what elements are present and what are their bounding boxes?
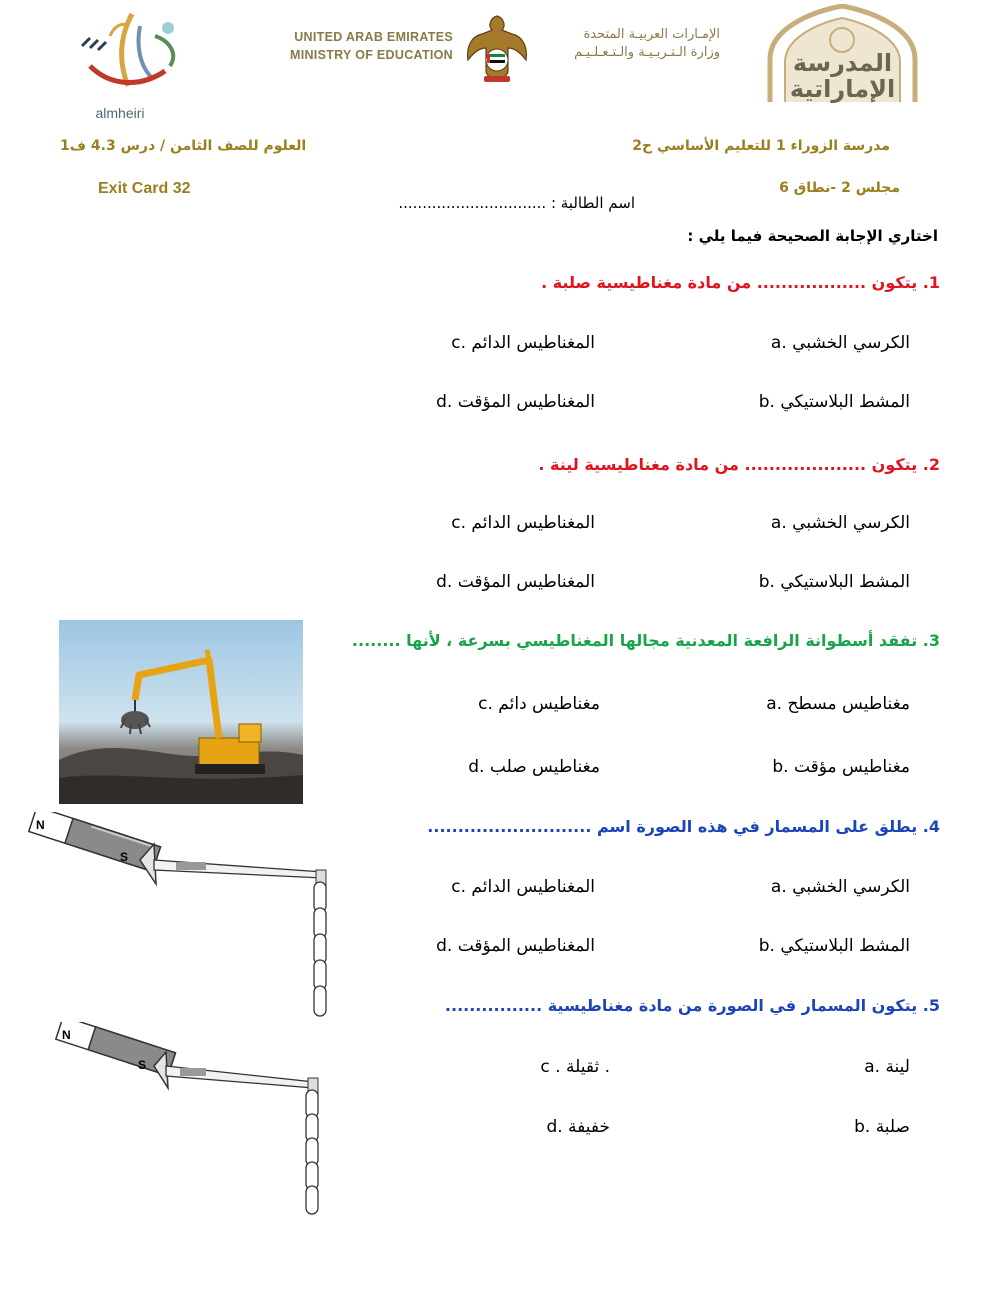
ministry-en (268, 28, 453, 64)
almheiri-logo-icon (70, 6, 190, 101)
question-number: 4. (922, 817, 940, 836)
school-logo-line2: الإماراتية (789, 75, 896, 103)
student-name-field[interactable]: اسم الطالبة : ............................... (398, 194, 635, 212)
ministry-en-line2: MINISTRY OF EDUCATION (289, 48, 453, 62)
school-logo (755, 4, 930, 108)
question-number: 2. (922, 455, 940, 474)
question-text: تفقد أسطوانة الرافعة المعدنية مجالها المغناطيسي بسرعة ، لأنها ........ (351, 631, 918, 650)
question-5 (370, 996, 940, 1015)
option-d[interactable]: d. خفيفة (546, 1117, 610, 1137)
uae-emblem (462, 12, 532, 88)
magnet-paperclips-icon (28, 812, 338, 1034)
magnet-n-label: N (62, 1028, 71, 1042)
option-a[interactable]: a. الكرسي الخشبي (770, 333, 910, 353)
question-number: 1. (922, 273, 940, 292)
magnet-s-label: S (120, 850, 129, 864)
crane-image-icon (59, 620, 303, 804)
exit-card-label: Exit Card 32 (98, 180, 191, 197)
instruction: اختاري الإجابة الصحيحة فيما يلي : (687, 227, 938, 245)
ministry-ar-line1: الإمـارات العربيـة المتحدة (583, 27, 720, 42)
magnet-n-label: N (36, 818, 45, 832)
school-line: مدرسة الزوراء 1 للتعليم الأساسي ح2 (632, 138, 890, 154)
question-text: يتكون .................... من مادة مغناطيسية لينة . (538, 455, 918, 474)
almheiri-logo (70, 6, 190, 121)
option-c[interactable]: c. المغناطيس الدائم (451, 333, 595, 353)
magnet-paperclips-icon (54, 1022, 334, 1218)
falcon-emblem-icon (462, 12, 532, 88)
option-b[interactable]: b. المشط البلاستيكي (758, 936, 910, 956)
option-c[interactable]: c. المغناطيس الدائم (451, 877, 595, 897)
crane-photo (59, 620, 303, 804)
option-d[interactable]: d. المغناطيس المؤقت (436, 572, 595, 592)
option-d[interactable]: d. المغناطيس المؤقت (436, 392, 595, 412)
almheiri-logo-text: almheiri (95, 105, 145, 121)
school-logo-line1: المدرسة (792, 49, 893, 77)
option-b[interactable]: b. مغناطيس مؤقت (772, 757, 910, 777)
question-number: 5. (922, 996, 940, 1015)
magnet-nail-figure-2 (54, 1022, 334, 1218)
option-b[interactable]: b. المشط البلاستيكي (758, 392, 910, 412)
question-text: يتكون المسمار في الصورة من مادة مغناطيسية ................ (444, 996, 918, 1015)
magnet-s-label: S (138, 1058, 147, 1072)
option-d[interactable]: d. مغناطيس صلب (468, 757, 600, 777)
question-text: يطلق على المسمار في هذه الصورة اسم ........................... (427, 817, 918, 836)
option-b[interactable]: b. صلبة (854, 1117, 910, 1137)
option-c[interactable]: c . ثقيلة . (540, 1057, 610, 1077)
ministry-ar-line2: وزارة الـتـربـيـة والـتـعـلـيـم (574, 45, 720, 60)
subject-line: العلوم للصف الثامن / درس 4.3 ف1 (60, 138, 307, 154)
ministry-ar (540, 26, 720, 62)
question-number: 3. (922, 631, 940, 650)
option-a[interactable]: a. الكرسي الخشبي (770, 513, 910, 533)
option-a[interactable]: a. لينة (864, 1057, 910, 1077)
council-line: مجلس 2 -نطاق 6 (779, 180, 900, 196)
ministry-en-line1: UNITED ARAB EMIRATES (294, 30, 453, 44)
option-c[interactable]: c. المغناطيس الدائم (451, 513, 595, 533)
question-1 (400, 273, 940, 292)
option-b[interactable]: b. المشط البلاستيكي (758, 572, 910, 592)
option-a[interactable]: a. مغناطيس مسطح (766, 694, 910, 714)
question-text: يتكون .................. من مادة مغناطيسية صلبة . (541, 273, 918, 292)
option-d[interactable]: d. المغناطيس المؤقت (436, 936, 595, 956)
question-2 (400, 455, 940, 474)
magnet-nail-figure-1 (28, 812, 338, 1034)
question-4 (360, 817, 940, 836)
option-c[interactable]: c. مغناطيس دائم (478, 694, 600, 714)
option-a[interactable]: a. الكرسي الخشبي (770, 877, 910, 897)
question-3 (300, 631, 940, 650)
